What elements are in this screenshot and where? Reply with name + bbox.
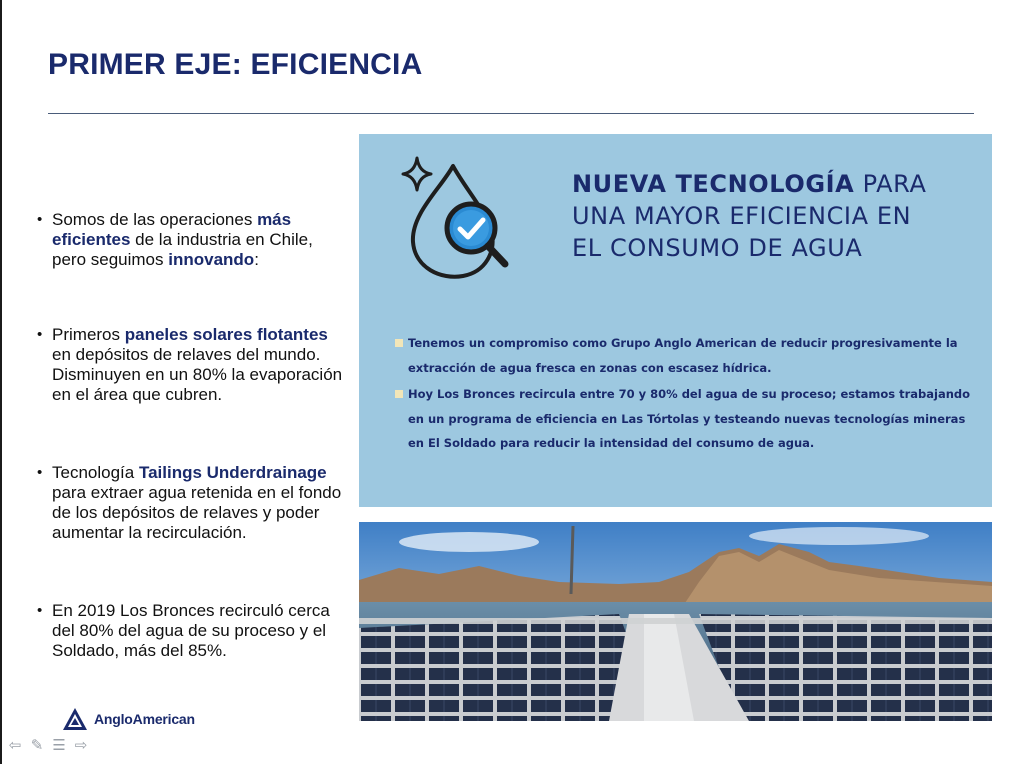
menu-icon[interactable]: ☰ [52, 737, 66, 754]
bullet-square-icon [395, 339, 403, 347]
bullet-text: Tecnología [52, 463, 139, 482]
bullet-text: en depósitos de relaves del mundo. Disminuyen en un 80% la evaporación en el área que cubren. [52, 345, 343, 404]
heading-line-1 [572, 168, 982, 200]
forward-arrow-icon[interactable]: ⇨ [74, 737, 88, 754]
bullet-text: En 2019 Los Bronces recirculó cerca del 80% del agua de su proceso y el Soldado, más del 85%. [52, 601, 330, 660]
pen-icon[interactable]: ✎ [30, 737, 44, 754]
paragraph-text: Hoy Los Bronces recircula entre 70 y 80% del agua de su proceso; estamos trabajando en un programa de eficiencia en Las Tórtolas y testeando nuevas tecnologías mineras en El Soldado para reducir la intensidad del consumo de agua. [408, 387, 971, 450]
water-drop-magnifier-check-icon [391, 154, 521, 284]
bullet-text: de la industria en Chile, pero seguimos [52, 230, 313, 269]
slide-navigation [6, 737, 90, 755]
heading-line-3: EL CONSUMO DE AGUA [572, 234, 863, 262]
panel-heading [572, 168, 982, 264]
anglo-american-logo-icon [62, 707, 88, 731]
bullet-item [36, 601, 346, 661]
paragraph-text: Tenemos un compromiso como Grupo Anglo American de reducir progresivamente la extracción de agua fresca en zonas con escasez hídrica. [408, 336, 958, 375]
heading-rest: PARA [854, 170, 927, 198]
slide-title: PRIMER EJE: EFICIENCIA [48, 48, 423, 81]
bullet-emphasis: innovando [168, 250, 255, 269]
bullet-marker: • [37, 602, 43, 619]
bullet-text: Primeros [52, 325, 125, 344]
left-edge-border [0, 0, 2, 764]
anglo-american-logo [62, 707, 195, 731]
solar-panels-image [359, 522, 992, 721]
bullet-item [36, 463, 346, 543]
bullet-marker: • [37, 464, 43, 481]
bullet-text: Somos de las operaciones [52, 210, 258, 229]
back-arrow-icon[interactable]: ⇦ [8, 737, 22, 754]
bullet-emphasis: paneles solares flotantes [124, 325, 328, 344]
bullet-item [36, 210, 346, 270]
bullet-text: : [254, 250, 259, 269]
title-divider [48, 113, 974, 114]
bullet-emphasis: Tailings Underdrainage [138, 463, 327, 482]
bullet-item [36, 325, 346, 405]
panel-paragraph [395, 382, 975, 456]
bullet-marker: • [37, 211, 43, 228]
bullet-marker: • [37, 326, 43, 343]
logo-text: AngloAmerican [94, 711, 195, 727]
heading-line-2: UNA MAYOR EFICIENCIA EN [572, 202, 912, 230]
floating-solar-panels-photo [359, 522, 992, 721]
bullet-square-icon [395, 390, 403, 398]
panel-paragraph [395, 331, 975, 380]
panel-text [395, 331, 975, 456]
bullet-text: para extraer agua retenida en el fondo de los depósitos de relaves y poder aumentar la recirculación. [52, 483, 342, 542]
bullet-emphasis: más eficientes [52, 210, 292, 249]
water-technology-panel [359, 134, 992, 507]
heading-bold: NUEVA TECNOLOGÍA [572, 170, 855, 198]
